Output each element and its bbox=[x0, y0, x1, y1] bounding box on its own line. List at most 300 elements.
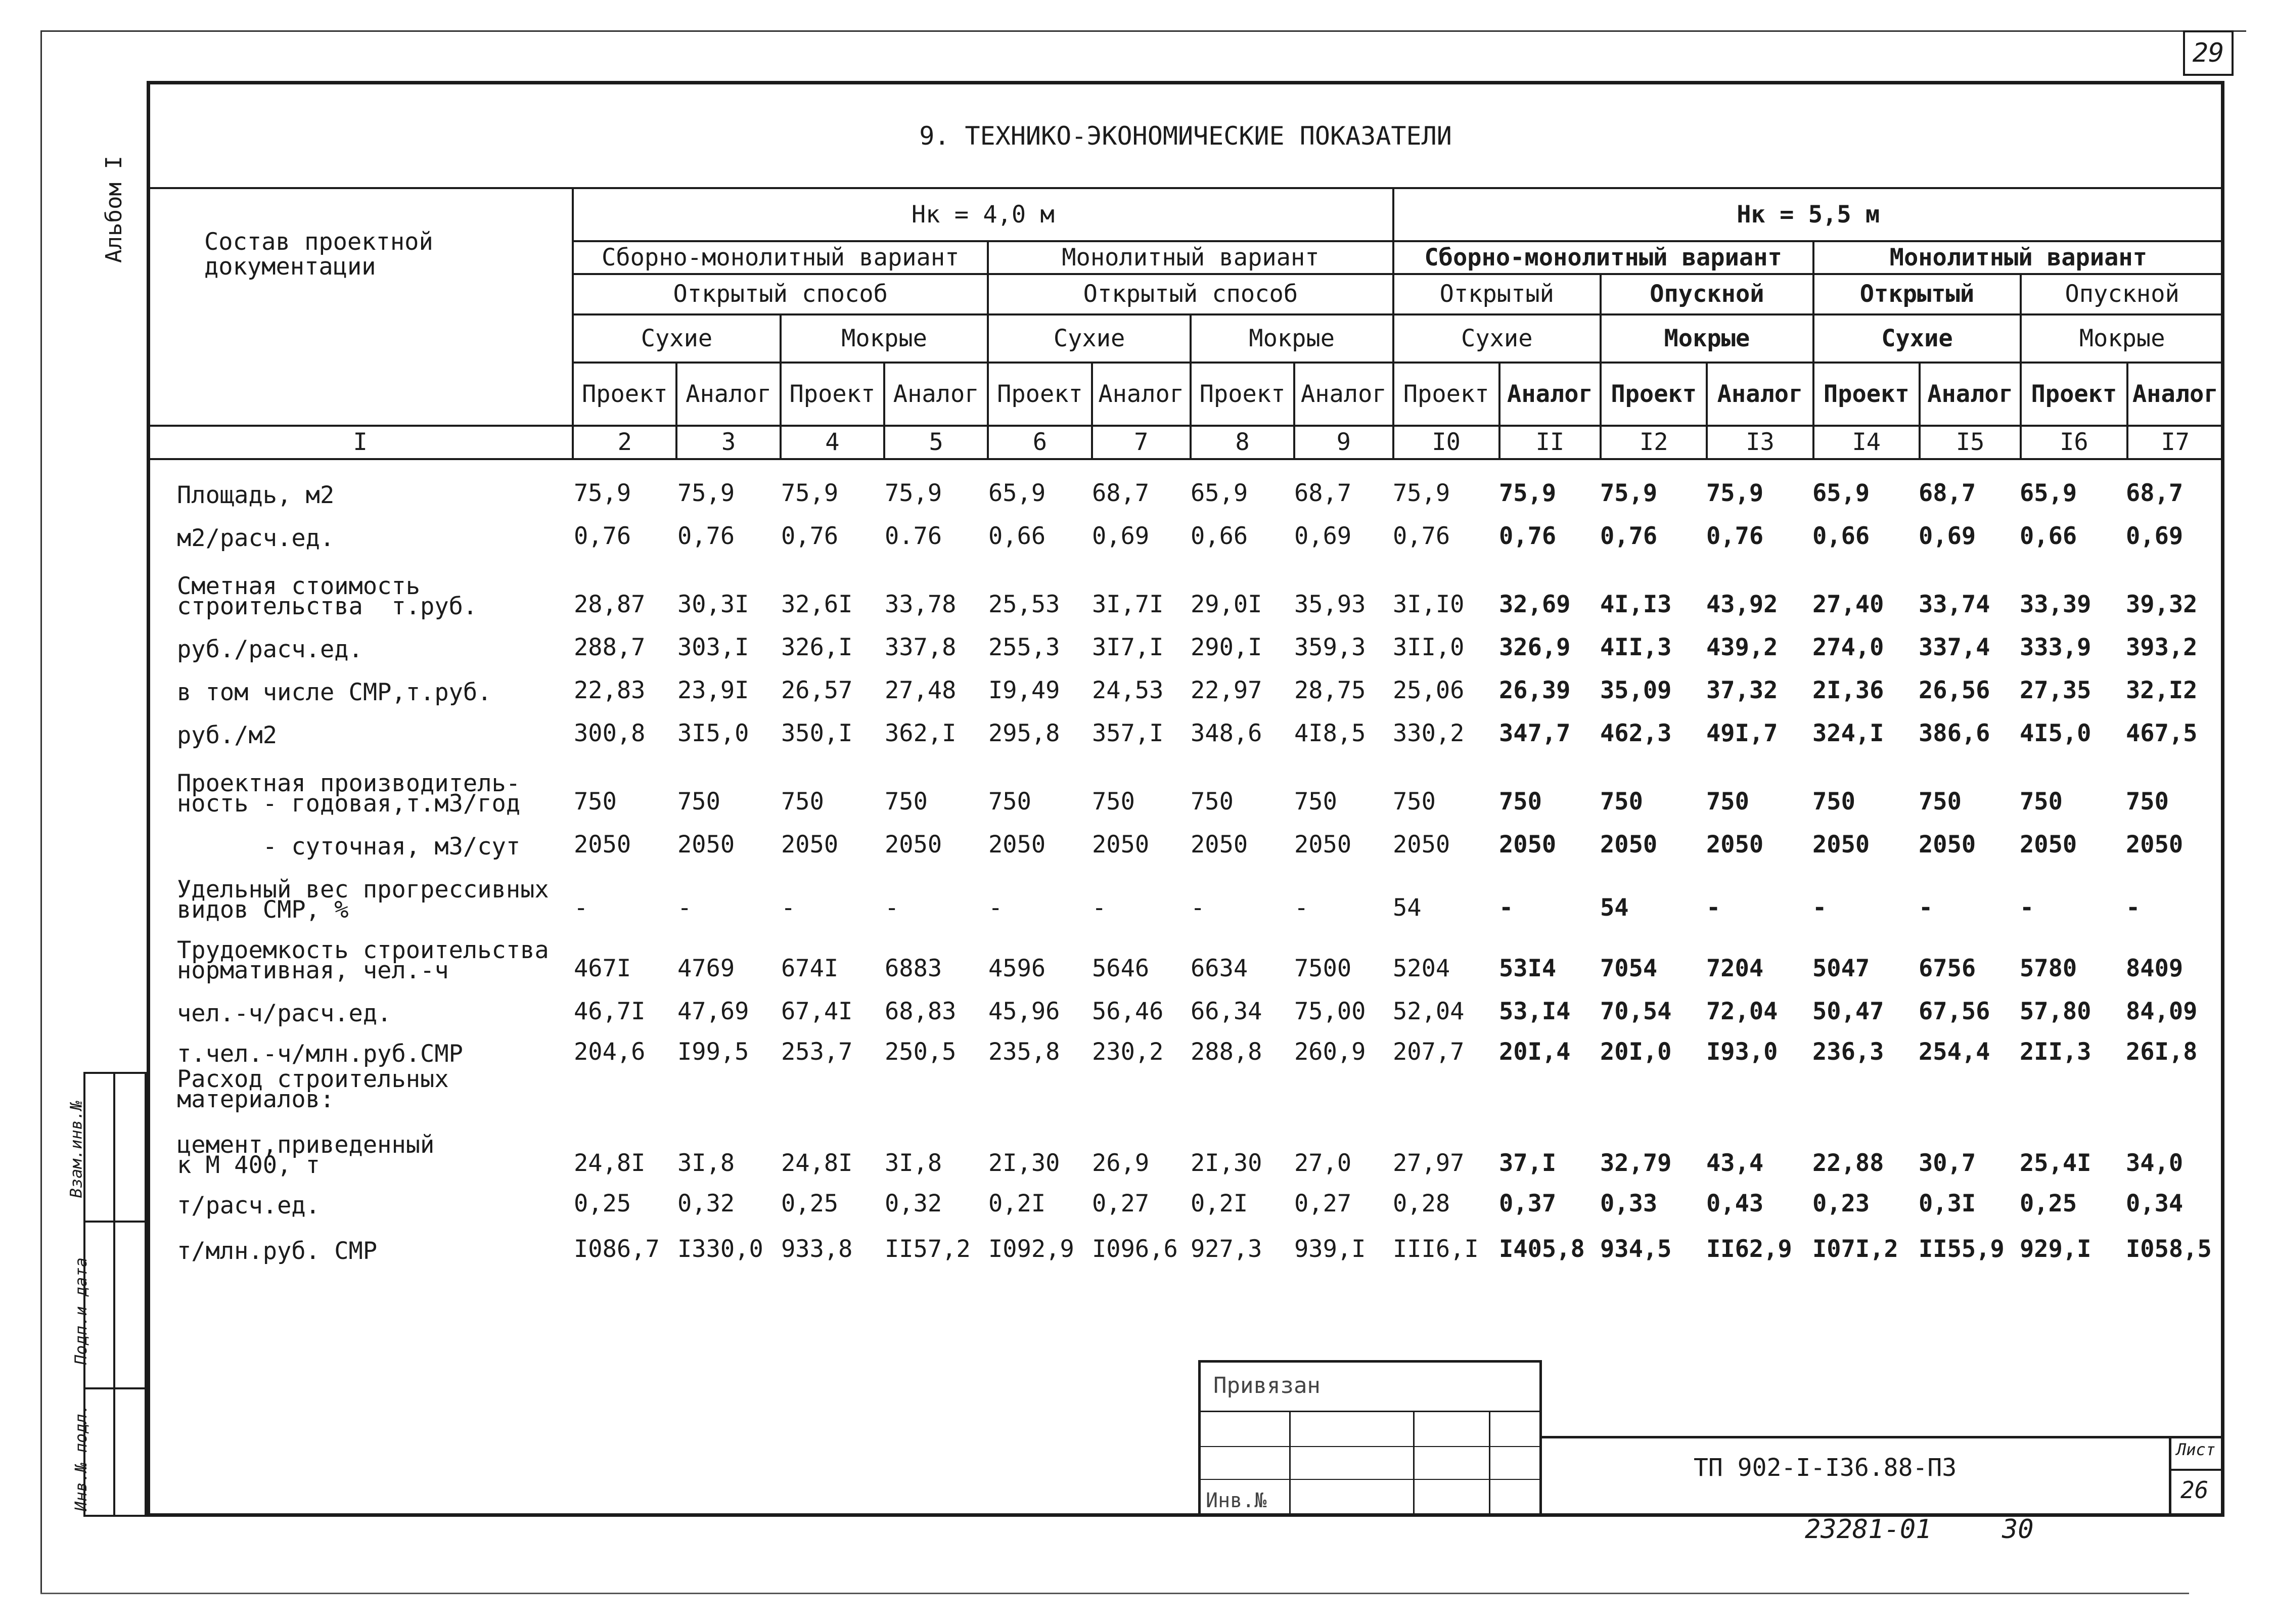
cell-value: 255,3 bbox=[988, 634, 1060, 661]
kind-header: Аналог bbox=[1707, 363, 1813, 426]
cell-value: 49I,7 bbox=[1706, 719, 1778, 747]
cell-value: - bbox=[677, 894, 692, 922]
cell-value: 34,0 bbox=[2126, 1149, 2184, 1177]
cell-value: - bbox=[2126, 894, 2141, 922]
cell-value: 28,75 bbox=[1294, 676, 1366, 704]
cell-value: - bbox=[1812, 894, 1827, 922]
cell-value: 20I,0 bbox=[1600, 1038, 1672, 1066]
cell-value: 0,76 bbox=[574, 522, 631, 550]
row-label: руб./м2 bbox=[177, 721, 278, 749]
cell-value: - bbox=[1919, 894, 1933, 922]
cell-value: 0,23 bbox=[1812, 1190, 1870, 1217]
cell-value: 28,87 bbox=[574, 591, 646, 618]
cell-value: 2050 bbox=[1393, 831, 1450, 859]
cell-value: 3II,0 bbox=[1393, 634, 1465, 661]
cell-value: 26,9 bbox=[1092, 1149, 1150, 1177]
cell-value: 65,9 bbox=[1812, 479, 1870, 507]
cell-value: 2050 bbox=[2020, 831, 2077, 859]
cell-value: 65,9 bbox=[2020, 479, 2077, 507]
cell-value: 65,9 bbox=[1191, 479, 1248, 507]
cell-value: 326,9 bbox=[1499, 634, 1571, 661]
side-label-line2: документации bbox=[204, 253, 376, 281]
strip-label: Взам.инв.№ bbox=[66, 1100, 86, 1198]
cell-value: 68,7 bbox=[1092, 479, 1150, 507]
method-header: Опускной bbox=[2021, 274, 2223, 314]
cell-value: 26,56 bbox=[1919, 676, 1990, 704]
column-number: I2 bbox=[1601, 426, 1707, 459]
cell-value: 27,40 bbox=[1812, 591, 1884, 618]
column-number: 7 bbox=[1092, 426, 1191, 459]
cell-value: 8409 bbox=[2126, 955, 2184, 982]
cell-value: 33,39 bbox=[2020, 591, 2091, 618]
cell-value: 393,2 bbox=[2126, 634, 2198, 661]
cell-value: 2050 bbox=[2126, 831, 2184, 859]
cell-value: 47,69 bbox=[677, 998, 749, 1025]
cell-value: - bbox=[1191, 894, 1205, 922]
cell-value: 33,74 bbox=[1919, 591, 1990, 618]
cell-value: 7500 bbox=[1294, 955, 1352, 982]
cell-value: 22,83 bbox=[574, 676, 646, 704]
cell-value: - bbox=[1092, 894, 1107, 922]
cell-value: 7204 bbox=[1706, 955, 1764, 982]
cell-value: 27,35 bbox=[2020, 676, 2091, 704]
row-label: Расход строительных материалов: bbox=[177, 1065, 449, 1113]
column-number: I3 bbox=[1707, 426, 1813, 459]
cell-value: 32,69 bbox=[1499, 591, 1571, 618]
cell-value: 0,34 bbox=[2126, 1190, 2184, 1217]
cell-value: 2050 bbox=[1706, 831, 1764, 859]
cell-value: 30,3I bbox=[677, 591, 749, 618]
cell-value: 84,09 bbox=[2126, 998, 2198, 1025]
cell-value: II57,2 bbox=[885, 1235, 971, 1263]
cell-value: - bbox=[988, 894, 1003, 922]
soil-header: Мокрые bbox=[781, 314, 988, 363]
cell-value: 2050 bbox=[574, 831, 631, 859]
column-number: I bbox=[148, 426, 573, 459]
cell-value: 337,4 bbox=[1919, 634, 1990, 661]
cell-value: 230,2 bbox=[1092, 1038, 1164, 1066]
cell-value: 23,9I bbox=[677, 676, 749, 704]
method-header: Открытый способ bbox=[988, 274, 1393, 314]
cell-value: 207,7 bbox=[1393, 1038, 1465, 1066]
cell-value: I330,0 bbox=[677, 1235, 763, 1263]
soil-header: Сухие bbox=[988, 314, 1191, 363]
cell-value: 330,2 bbox=[1393, 719, 1465, 747]
cell-value: II62,9 bbox=[1706, 1235, 1792, 1263]
cell-value: 260,9 bbox=[1294, 1038, 1366, 1066]
cell-value: 3I,I0 bbox=[1393, 591, 1465, 618]
cell-value: 54 bbox=[1600, 894, 1629, 922]
cell-value: 0,32 bbox=[885, 1190, 942, 1217]
column-number: I4 bbox=[1813, 426, 1920, 459]
cell-value: 2I,36 bbox=[1812, 676, 1884, 704]
column-number: 9 bbox=[1294, 426, 1393, 459]
cell-value: 0,69 bbox=[1092, 522, 1150, 550]
cell-value: 0.76 bbox=[885, 522, 942, 550]
cell-value: 65,9 bbox=[988, 479, 1046, 507]
cell-value: 2050 bbox=[1092, 831, 1150, 859]
cell-value: 0,32 bbox=[677, 1190, 735, 1217]
method-header: Открытый bbox=[1813, 274, 2021, 314]
group-header: Монолитный вариант bbox=[988, 241, 1393, 274]
cell-value: 0,33 bbox=[1600, 1190, 1658, 1217]
cell-value: 0,76 bbox=[1600, 522, 1658, 550]
column-number: 6 bbox=[988, 426, 1091, 459]
row-label: т.чел.-ч/млн.руб.СМР bbox=[177, 1040, 463, 1068]
cell-value: 0,76 bbox=[1706, 522, 1764, 550]
kind-header: Аналог bbox=[2127, 363, 2223, 426]
cell-value: 2050 bbox=[1600, 831, 1658, 859]
row-label: Площадь, м2 bbox=[177, 481, 335, 509]
cell-value: 4I8,5 bbox=[1294, 719, 1366, 747]
cell-value: 2I,30 bbox=[988, 1149, 1060, 1177]
cell-value: 53I4 bbox=[1499, 955, 1557, 982]
cell-value: 333,9 bbox=[2020, 634, 2091, 661]
cell-value: 68,7 bbox=[1919, 479, 1976, 507]
cell-value: 357,I bbox=[1092, 719, 1164, 747]
cell-value: 750 bbox=[1191, 788, 1234, 816]
cell-value: 4I5,0 bbox=[2020, 719, 2091, 747]
cell-value: II55,9 bbox=[1919, 1235, 2005, 1263]
strip-label: Инв.№ подл. bbox=[71, 1404, 90, 1511]
cell-value: 0,27 bbox=[1092, 1190, 1150, 1217]
cell-value: 439,2 bbox=[1706, 634, 1778, 661]
cell-value: 326,I bbox=[781, 634, 853, 661]
method-header: Открытый bbox=[1393, 274, 1601, 314]
bound-label: Привязан bbox=[1213, 1373, 1321, 1399]
cell-value: 250,5 bbox=[885, 1038, 957, 1066]
cell-value: 0,25 bbox=[574, 1190, 631, 1217]
cell-value: 53,I4 bbox=[1499, 998, 1571, 1025]
column-number: I6 bbox=[2021, 426, 2127, 459]
hk-5-5-header: Нк = 5,5 м bbox=[1393, 188, 2224, 241]
cell-value: 295,8 bbox=[988, 719, 1060, 747]
cell-value: 46,7I bbox=[574, 998, 646, 1025]
row-label: Проектная производитель- ность - годовая,т.м3/год bbox=[177, 770, 521, 818]
cell-value: 750 bbox=[677, 788, 720, 816]
row-label: т/млн.руб. СМР bbox=[177, 1237, 378, 1265]
cell-value: 0,27 bbox=[1294, 1190, 1352, 1217]
kind-header: Проект bbox=[1393, 363, 1499, 426]
cell-value: 68,7 bbox=[2126, 479, 2184, 507]
cell-value: 4769 bbox=[677, 955, 735, 982]
kind-header: Проект bbox=[988, 363, 1091, 426]
cell-value: 750 bbox=[1092, 788, 1135, 816]
cell-value: 56,46 bbox=[1092, 998, 1164, 1025]
cell-value: 0,66 bbox=[988, 522, 1046, 550]
cell-value: 2I,30 bbox=[1191, 1149, 1262, 1177]
cell-value: I9,49 bbox=[988, 676, 1060, 704]
cell-value: 348,6 bbox=[1191, 719, 1262, 747]
kind-header: Проект bbox=[2021, 363, 2127, 426]
kind-header: Проект bbox=[1191, 363, 1294, 426]
cell-value: I058,5 bbox=[2126, 1235, 2212, 1263]
cell-value: 303,I bbox=[677, 634, 749, 661]
soil-header: Мокрые bbox=[1601, 314, 1813, 363]
cell-value: 75,9 bbox=[1499, 479, 1557, 507]
cell-value: 3I,8 bbox=[885, 1149, 942, 1177]
cell-value: 0,76 bbox=[1499, 522, 1557, 550]
cell-value: 347,7 bbox=[1499, 719, 1571, 747]
cell-value: 288,8 bbox=[1191, 1038, 1262, 1066]
cell-value: 0,37 bbox=[1499, 1190, 1557, 1217]
cell-value: 359,3 bbox=[1294, 634, 1366, 661]
cell-value: 467,5 bbox=[2126, 719, 2198, 747]
cell-value: 24,8I bbox=[781, 1149, 853, 1177]
cell-value: 254,4 bbox=[1919, 1038, 1990, 1066]
cell-value: 68,83 bbox=[885, 998, 957, 1025]
cell-value: 2050 bbox=[677, 831, 735, 859]
cell-value: 2050 bbox=[1191, 831, 1248, 859]
row-label: руб./расч.ед. bbox=[177, 636, 363, 663]
cell-value: 0,76 bbox=[1393, 522, 1450, 550]
document-code: ТП 902-I-I36.88-ПЗ bbox=[1694, 1454, 1957, 1482]
cell-value: 674I bbox=[781, 955, 839, 982]
cell-value: 43,92 bbox=[1706, 591, 1778, 618]
cell-value: 75,9 bbox=[781, 479, 839, 507]
cell-value: 0,76 bbox=[677, 522, 735, 550]
cell-value: 5646 bbox=[1092, 955, 1150, 982]
cell-value: 933,8 bbox=[781, 1235, 853, 1263]
cell-value: 362,I bbox=[885, 719, 957, 747]
sheet-number: 26 bbox=[2180, 1476, 2209, 1504]
sheet-label: Лист bbox=[2176, 1440, 2216, 1459]
cell-value: 236,3 bbox=[1812, 1038, 1884, 1066]
row-label: в том числе СМР,т.руб. bbox=[177, 679, 492, 706]
cell-value: 324,I bbox=[1812, 719, 1884, 747]
cell-value: 25,4I bbox=[2020, 1149, 2091, 1177]
cell-value: 2050 bbox=[885, 831, 942, 859]
cell-value: 67,4I bbox=[781, 998, 853, 1025]
page-title: 9. ТЕХНИКО-ЭКОНОМИЧЕСКИЕ ПОКАЗАТЕЛИ bbox=[919, 121, 1452, 151]
cell-value: 4596 bbox=[988, 955, 1046, 982]
cell-value: 3I5,0 bbox=[677, 719, 749, 747]
cell-value: I93,0 bbox=[1706, 1038, 1778, 1066]
cell-value: 0,69 bbox=[2126, 522, 2184, 550]
cell-value: 22,88 bbox=[1812, 1149, 1884, 1177]
cell-value: 0,66 bbox=[1812, 522, 1870, 550]
column-number: 4 bbox=[781, 426, 884, 459]
cell-value: I092,9 bbox=[988, 1235, 1074, 1263]
cell-value: 27,97 bbox=[1393, 1149, 1465, 1177]
cell-value: 2050 bbox=[988, 831, 1046, 859]
cell-value: 72,04 bbox=[1706, 998, 1778, 1025]
cell-value: 52,04 bbox=[1393, 998, 1465, 1025]
row-label: т/расч.ед. bbox=[177, 1192, 320, 1220]
cell-value: 2050 bbox=[1499, 831, 1557, 859]
cell-value: 0,66 bbox=[1191, 522, 1248, 550]
group-header: Сборно-монолитный вариант bbox=[573, 241, 988, 274]
page-number: 29 bbox=[2183, 30, 2234, 76]
cell-value: - bbox=[1294, 894, 1309, 922]
cell-value: 750 bbox=[1393, 788, 1436, 816]
cell-value: 7054 bbox=[1600, 955, 1658, 982]
group-header: Сборно-монолитный вариант bbox=[1393, 241, 1813, 274]
cell-value: 0,2I bbox=[1191, 1190, 1248, 1217]
sheet-box bbox=[2169, 1436, 2224, 1517]
method-header: Открытый способ bbox=[573, 274, 988, 314]
cell-value: 35,09 bbox=[1600, 676, 1672, 704]
cell-value: 0,28 bbox=[1393, 1190, 1450, 1217]
cell-value: 75,00 bbox=[1294, 998, 1366, 1025]
cell-value: I99,5 bbox=[677, 1038, 749, 1066]
kind-header: Проект bbox=[1813, 363, 1920, 426]
soil-header: Сухие bbox=[1813, 314, 2021, 363]
cell-value: 2050 bbox=[1294, 831, 1352, 859]
cell-value: 750 bbox=[1294, 788, 1337, 816]
cell-value: 24,8I bbox=[574, 1149, 646, 1177]
cell-value: 22,97 bbox=[1191, 676, 1262, 704]
kind-header: Аналог bbox=[1920, 363, 2021, 426]
cell-value: 253,7 bbox=[781, 1038, 853, 1066]
cell-value: 29,0I bbox=[1191, 591, 1262, 618]
cell-value: 25,06 bbox=[1393, 676, 1465, 704]
cell-value: I086,7 bbox=[574, 1235, 660, 1263]
cell-value: 750 bbox=[1706, 788, 1749, 816]
kind-header: Аналог bbox=[676, 363, 780, 426]
cell-value: 3I,7I bbox=[1092, 591, 1164, 618]
cell-value: 0,3I bbox=[1919, 1190, 1976, 1217]
cell-value: 929,I bbox=[2020, 1235, 2091, 1263]
cell-value: 66,34 bbox=[1191, 998, 1262, 1025]
cell-value: 37,32 bbox=[1706, 676, 1778, 704]
cell-value: 3I7,I bbox=[1092, 634, 1164, 661]
cell-value: 24,53 bbox=[1092, 676, 1164, 704]
cell-value: 0,66 bbox=[2020, 522, 2077, 550]
cell-value: 750 bbox=[885, 788, 928, 816]
cell-value: 70,54 bbox=[1600, 998, 1672, 1025]
cell-value: 67,56 bbox=[1919, 998, 1990, 1025]
cell-value: 75,9 bbox=[885, 479, 942, 507]
cell-value: 26I,8 bbox=[2126, 1038, 2198, 1066]
cell-value: - bbox=[2020, 894, 2034, 922]
column-number: II bbox=[1499, 426, 1601, 459]
cell-value: 30,7 bbox=[1919, 1149, 1976, 1177]
cell-value: 386,6 bbox=[1919, 719, 1990, 747]
row-label: Трудоемкость строительства нормативная, чел.-ч bbox=[177, 936, 549, 984]
footer-page: 30 bbox=[2002, 1514, 2034, 1545]
cell-value: 235,8 bbox=[988, 1038, 1060, 1066]
cell-value: 467I bbox=[574, 955, 631, 982]
cell-value: 57,80 bbox=[2020, 998, 2091, 1025]
inv-label: Инв.№ bbox=[1206, 1489, 1267, 1512]
side-label-line1: Состав проектной bbox=[204, 228, 433, 256]
cell-value: - bbox=[574, 894, 588, 922]
column-number: 5 bbox=[884, 426, 988, 459]
column-number: I5 bbox=[1920, 426, 2021, 459]
approval-strip bbox=[66, 1072, 147, 1517]
cell-value: 75,9 bbox=[574, 479, 631, 507]
group-header: Монолитный вариант bbox=[1813, 241, 2223, 274]
cell-value: 5780 bbox=[2020, 955, 2077, 982]
cell-value: 2050 bbox=[781, 831, 839, 859]
footer-number: 23281-01 bbox=[1805, 1514, 1932, 1545]
strip-label: Подп.и дата bbox=[71, 1257, 90, 1365]
cell-value: 350,I bbox=[781, 719, 853, 747]
cell-value: 2II,3 bbox=[2020, 1038, 2091, 1066]
cell-value: 750 bbox=[1812, 788, 1855, 816]
kind-header: Аналог bbox=[1092, 363, 1191, 426]
cell-value: 290,I bbox=[1191, 634, 1262, 661]
cell-value: 5204 bbox=[1393, 955, 1450, 982]
cell-value: 20I,4 bbox=[1499, 1038, 1571, 1066]
cell-value: 2050 bbox=[1812, 831, 1870, 859]
cell-value: 68,7 bbox=[1294, 479, 1352, 507]
soil-header: Мокрые bbox=[1191, 314, 1393, 363]
kind-header: Аналог bbox=[1499, 363, 1601, 426]
column-number: 3 bbox=[676, 426, 780, 459]
cell-value: I096,6 bbox=[1092, 1235, 1178, 1263]
cell-value: - bbox=[885, 894, 899, 922]
cell-value: 0,25 bbox=[781, 1190, 839, 1217]
column-number: 2 bbox=[573, 426, 676, 459]
cell-value: - bbox=[781, 894, 796, 922]
kind-header: Проект bbox=[1601, 363, 1707, 426]
cell-value: 4I,I3 bbox=[1600, 591, 1672, 618]
cell-value: 75,9 bbox=[1706, 479, 1764, 507]
table-row bbox=[147, 470, 2224, 1265]
cell-value: 6634 bbox=[1191, 955, 1248, 982]
cell-value: 750 bbox=[1919, 788, 1962, 816]
cell-value: 0,43 bbox=[1706, 1190, 1764, 1217]
cell-value: 39,32 bbox=[2126, 591, 2198, 618]
cell-value: 33,78 bbox=[885, 591, 957, 618]
cell-value: I07I,2 bbox=[1812, 1235, 1898, 1263]
cell-value: 2050 bbox=[1919, 831, 1976, 859]
cell-value: 204,6 bbox=[574, 1038, 646, 1066]
cell-value: 43,4 bbox=[1706, 1149, 1764, 1177]
cell-value: 750 bbox=[781, 788, 824, 816]
cell-value: 274,0 bbox=[1812, 634, 1884, 661]
cell-value: 934,5 bbox=[1600, 1235, 1672, 1263]
cell-value: 35,93 bbox=[1294, 591, 1366, 618]
row-label: - суточная, м3/сут bbox=[177, 833, 521, 861]
cell-value: 6756 bbox=[1919, 955, 1976, 982]
row-label: Сметная стоимость строительства т.руб. bbox=[177, 572, 478, 620]
cell-value: 0,69 bbox=[1919, 522, 1976, 550]
cell-value: 750 bbox=[2020, 788, 2063, 816]
cell-value: 32,6I bbox=[781, 591, 853, 618]
row-label: м2/расч.ед. bbox=[177, 524, 335, 552]
column-number: 8 bbox=[1191, 426, 1294, 459]
row-label: Удельный вес прогрессивных видов СМР, % bbox=[177, 876, 549, 924]
cell-value: 50,47 bbox=[1812, 998, 1884, 1025]
cell-value: 0,2I bbox=[988, 1190, 1046, 1217]
row-label: цемент,приведенный к М 400, т bbox=[177, 1131, 435, 1179]
cell-value: 75,9 bbox=[1600, 479, 1658, 507]
kind-header: Аналог bbox=[884, 363, 988, 426]
soil-header: Мокрые bbox=[2021, 314, 2223, 363]
kind-header: Проект bbox=[573, 363, 676, 426]
cell-value: 75,9 bbox=[1393, 479, 1450, 507]
kind-header: Проект bbox=[781, 363, 884, 426]
cell-value: 5047 bbox=[1812, 955, 1870, 982]
kind-header: Аналог bbox=[1294, 363, 1393, 426]
soil-header: Сухие bbox=[573, 314, 781, 363]
cell-value: 300,8 bbox=[574, 719, 646, 747]
cell-value: 4II,3 bbox=[1600, 634, 1672, 661]
side-label-cell bbox=[148, 188, 573, 426]
binding-stamp bbox=[1198, 1360, 1542, 1517]
column-number: I0 bbox=[1393, 426, 1499, 459]
cell-value: 462,3 bbox=[1600, 719, 1672, 747]
method-header: Опускной bbox=[1601, 274, 1813, 314]
cell-value: 54 bbox=[1393, 894, 1422, 922]
cell-value: 45,96 bbox=[988, 998, 1060, 1025]
cell-value: 37,I bbox=[1499, 1149, 1557, 1177]
cell-value: 750 bbox=[574, 788, 617, 816]
cell-value: 750 bbox=[988, 788, 1031, 816]
